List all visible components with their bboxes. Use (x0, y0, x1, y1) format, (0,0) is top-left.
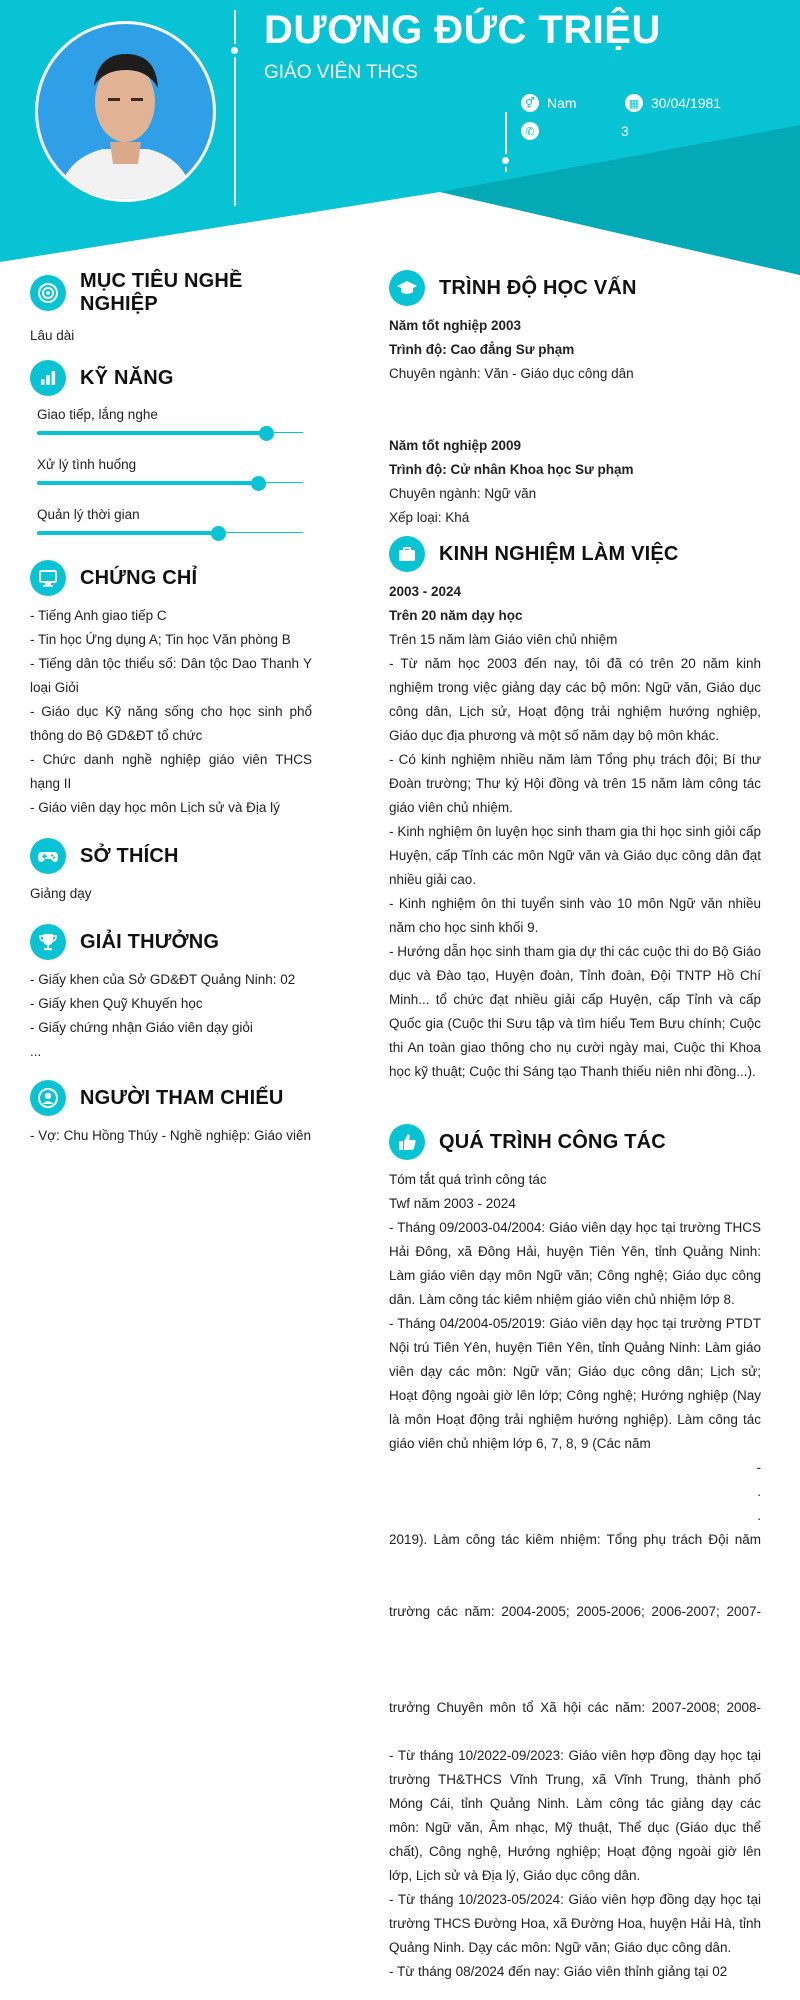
edu-level: Trình độ: Cao đẳng Sư phạm (389, 342, 575, 357)
cert-line: - Tin học Ứng dụng A; Tin học Văn phòng B (30, 632, 291, 647)
section-career (30, 270, 312, 348)
certs-title: CHỨNG CHỈ (80, 566, 198, 589)
gender-icon: ⚥ (521, 94, 539, 112)
exp-paragraph: - Có kinh nghiệm nhiều năm làm Tổng phụ trách đội; Bí thư Đoàn trường; Thư ký Hội đồng và trên 15 năm làm công tác giáo viên chủ nhiệm. (389, 752, 761, 815)
profile-photo (38, 24, 213, 199)
skill-item (30, 454, 312, 490)
work-fragment: 2019). Làm công tác kiêm nhiệm: Tổng phụ trách Đội năm (389, 1532, 761, 1547)
edu-line: Chuyên ngành: Văn - Giáo dục công dân (389, 366, 634, 381)
work-paragraph: - Tháng 04/2004-05/2019: Giáo viên dạy học tại trường PTDT Nội trú Tiên Yên, huyện Tiên Yên, tỉnh Quảng Ninh: Làm giáo viên dạy các môn: Ngữ văn; Giáo dục công dân; Lịch sử; Hoạt động ngoài giờ lên lớp; Công nghệ; Hướng nghiệp (Nay là môn Hoạt động trải nghiệm hướng nghiệp). Làm công tác giáo viên chủ nhiệm lớp 6, 7, 8, 9 (Các năm (389, 1316, 761, 1451)
edu-level: Trình độ: Cử nhân Khoa học Sư phạm (389, 462, 634, 477)
awards-title: GIẢI THƯỞNG (80, 930, 220, 953)
exp-paragraph: - Hướng dẫn học sinh tham gia dự thi các cuộc thi do Bộ Giáo dục và Đào tạo, Huyện đoàn, Tỉnh đoàn, Đội TNTP Hồ Chí Minh... tổ chức đạt nhiều giải cấp Huyện, cấp Tỉnh và cấp Quốc gia (Cuộc thi Sưu tập và tìm hiểu Tem Bưu chính; Cuộc thi An toàn giao thông cho nụ cười ngày mai, Cuộc thi Khoa học kỹ thuật; Cuộc thi Sáng tạo Thanh thiếu niên nhi đồng...). (389, 944, 761, 1079)
calendar-icon: ▦ (625, 94, 643, 112)
career-title: MỤC TIÊU NGHỀ NGHIỆP (80, 270, 243, 315)
job-title: GIÁO VIÊN THCS (264, 62, 418, 83)
phone-icon: ✆ (521, 122, 539, 140)
user-icon (30, 1080, 66, 1116)
award-line: - Giấy chứng nhận Giáo viên dạy giỏi (30, 1020, 253, 1035)
exp-paragraph: - Kinh nghiệm ôn luyện học sinh tham gia thi học sinh giỏi cấp Huyện, cấp Tỉnh các môn Ngữ văn và Giáo dục công dân đạt nhiều giải cao. (389, 824, 761, 887)
cert-line: - Tiếng dân tộc thiểu số: Dân tộc Dao Thanh Y loại Giỏi (30, 656, 312, 695)
gender-info (521, 94, 577, 112)
skill-label: Quản lý thời gian (37, 507, 140, 522)
skill-item (30, 404, 312, 440)
graduation-cap-icon (389, 270, 425, 306)
edu-year: Năm tốt nghiệp 2009 (389, 438, 522, 453)
right-column (389, 270, 761, 1984)
target-icon (30, 275, 66, 311)
work-paragraph: - Từ tháng 08/2024 đến nay: Giáo viên thỉnh giảng tại 02 (389, 1964, 728, 1979)
cert-line: - Giáo viên dạy học môn Lịch sử và Địa lý (30, 800, 280, 815)
section-awards (30, 924, 312, 1064)
exp-paragraph: - Từ năm học 2003 đến nay, tôi đã có trên 20 năm kinh nghiệm trong việc giảng dạy các bộ môn: Ngữ văn, Giáo dục công dân, Lịch sử, Hoạt động trải nghiệm hướng nghiệp, Giáo dục địa phương và một số năm dạy bộ môn khác. (389, 656, 761, 743)
skill-bar (37, 476, 303, 490)
award-line: - Giấy khen Quỹ Khuyến học (30, 996, 203, 1011)
section-work (389, 1124, 761, 1984)
bar-chart-icon (30, 360, 66, 396)
skill-label: Giao tiếp, lắng nghe (37, 407, 158, 422)
certificate-icon (30, 560, 66, 596)
award-line: ... (30, 1044, 42, 1059)
phone-info (521, 122, 629, 140)
hobby-text: Giảng dạy (30, 886, 92, 901)
section-hobby (30, 838, 312, 906)
work-paragraph: - Từ tháng 10/2022-09/2023: Giáo viên hợp đồng dạy học tại trường TH&THCS Vĩnh Trung, xã Vĩnh Trung, thành phố Móng Cái, tỉnh Quảng Ninh. Làm công tác giảng dạy các môn: Ngữ văn, Âm nhạc, Mỹ thuật, Thể dục (Giáo dục thể chất), Công nghệ, Hướng nghiệp; Hoạt động ngoài giờ lên lớp, Lịch sử và Địa lý, Giáo dục công dân. (389, 1748, 761, 1883)
skill-bar (37, 526, 303, 540)
work-dot: . (757, 1508, 761, 1523)
info-divider-dot (499, 154, 512, 167)
briefcase-icon (389, 536, 425, 572)
work-fragment: trường các năm: 2004-2005; 2005-2006; 2006-2007; 2007- (389, 1604, 761, 1619)
career-text: Lâu dài (30, 328, 75, 343)
work-dot: - (756, 1460, 761, 1475)
phone-value: 3 (621, 123, 629, 139)
divider-dot (228, 44, 241, 57)
exp-lead: Trên 15 năm làm Giáo viên chủ nhiệm (389, 632, 618, 647)
section-skills (30, 360, 312, 540)
award-line: - Giấy khen của Sở GD&ĐT Quảng Ninh: 02 (30, 972, 296, 987)
full-name: DƯƠNG ĐỨC TRIỆU (264, 8, 661, 52)
skill-label: Xử lý tình huống (37, 457, 137, 472)
skill-bar-knob (251, 476, 266, 491)
work-dot: . (757, 1484, 761, 1499)
profile-header (0, 0, 800, 290)
skill-bar (37, 426, 303, 440)
left-column (30, 270, 312, 1148)
gender-value: Nam (547, 95, 577, 111)
cert-line: - Giáo dục Kỹ năng sống cho học sinh phổ thông do Bộ GD&ĐT tổ chức (30, 704, 312, 743)
cert-line: - Chức danh nghề nghiệp giáo viên THCS hạng II (30, 752, 312, 791)
skill-bar-fill (37, 531, 218, 535)
section-experience (389, 536, 761, 1084)
dob-value: 30/04/1981 (651, 95, 722, 111)
work-period: Twf năm 2003 - 2024 (389, 1196, 516, 1211)
dob-info (625, 94, 721, 112)
reference-text: - Vợ: Chu Hồng Thúy - Nghề nghiệp: Giáo viên (30, 1128, 312, 1143)
header-divider (234, 10, 236, 206)
gamepad-icon (30, 838, 66, 874)
reference-title: NGƯỜI THAM CHIẾU (80, 1086, 284, 1109)
skill-bar-knob (259, 426, 274, 441)
hobby-title: SỞ THÍCH (80, 844, 179, 867)
work-fragment: trưởng Chuyên môn tổ Xã hội các năm: 2007-2008; 2008- (389, 1700, 761, 1715)
skills-title: KỸ NĂNG (80, 366, 174, 389)
work-paragraph: - Từ tháng 10/2023-05/2024: Giáo viên hợp đồng dạy học tại trường THCS Đường Hoa, xã Đường Hoa, huyện Hải Hà, tỉnh Quảng Ninh. Dạy các môn: Ngữ văn; Giáo dục công dân. (389, 1892, 761, 1955)
skill-item (30, 504, 312, 540)
work-lead: Tóm tắt quá trình công tác (389, 1172, 547, 1187)
edu-year: Năm tốt nghiệp 2003 (389, 318, 522, 333)
edu-line: Xếp loại: Khá (389, 510, 470, 525)
skill-bar-fill (37, 481, 258, 485)
skill-bar-knob (211, 526, 226, 541)
thumbs-up-icon (389, 1124, 425, 1160)
trophy-icon (30, 924, 66, 960)
education-title: TRÌNH ĐỘ HỌC VẤN (439, 276, 637, 299)
work-title: QUÁ TRÌNH CÔNG TÁC (439, 1130, 666, 1153)
exp-subtitle: Trên 20 năm dạy học (389, 608, 523, 623)
avatar (35, 21, 216, 202)
section-education (389, 270, 761, 530)
edu-line: Chuyên ngành: Ngữ văn (389, 486, 537, 501)
skills-list (30, 404, 312, 540)
exp-paragraph: - Kinh nghiệm ôn thi tuyển sinh vào 10 môn Ngữ văn nhiều năm cho học sinh khối 9. (389, 896, 761, 935)
exp-period: 2003 - 2024 (389, 584, 462, 599)
work-paragraph: - Tháng 09/2003-04/2004: Giáo viên dạy học tại trường THCS Hải Đông, xã Đông Hải, huyện Tiên Yên, tỉnh Quảng Ninh: Làm giáo viên dạy môn Ngữ văn; Công nghệ; Giáo dục công dân. Làm công tác kiêm nhiệm giáo viên chủ nhiệm lớp 8. (389, 1220, 761, 1307)
section-reference (30, 1080, 312, 1148)
cert-line: - Tiếng Anh giao tiếp C (30, 608, 167, 623)
experience-title: KINH NGHIỆM LÀM VIỆC (439, 542, 679, 565)
skill-bar-fill (37, 431, 266, 435)
section-certs (30, 560, 312, 820)
